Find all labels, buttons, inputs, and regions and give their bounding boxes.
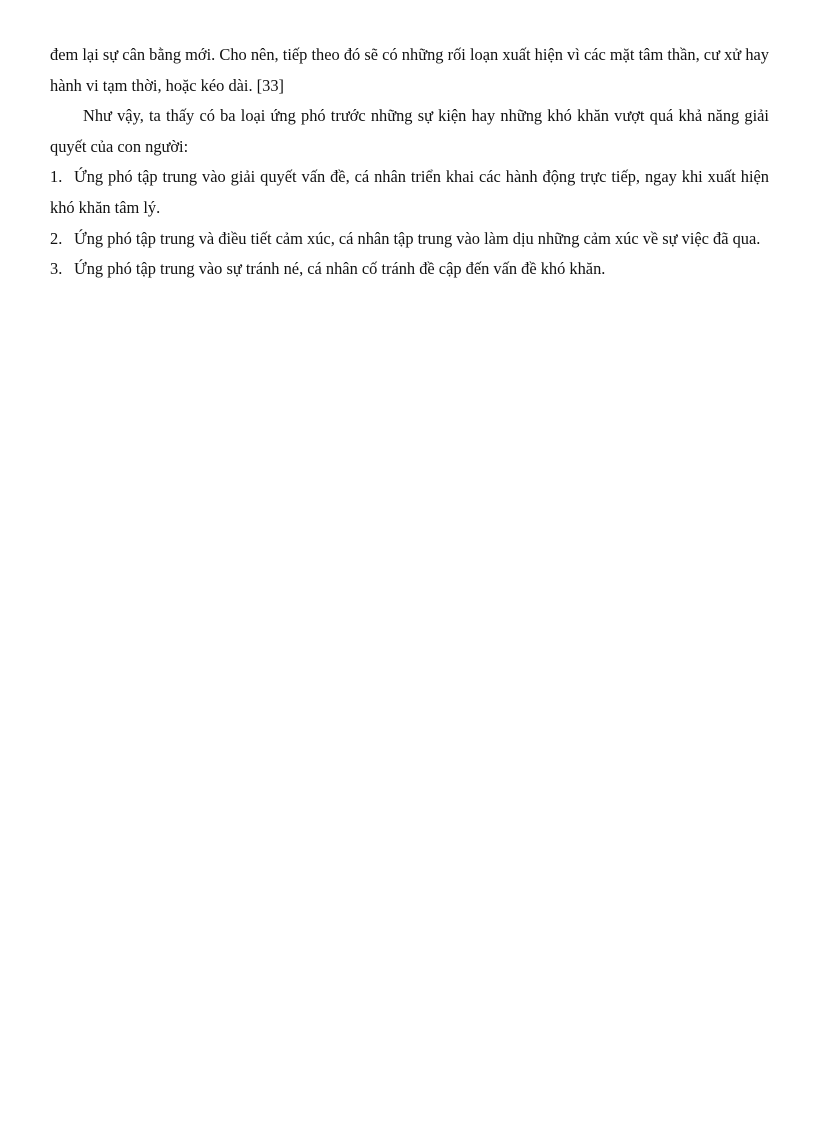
list-item-number: 1. (50, 167, 63, 187)
coping-types-list (50, 162, 769, 284)
list-item-text: Ứng phó tập trung vào giải quyết vấn đề, cá nhân triển khai các hành động trực tiếp, ngay khi xuất hiện khó khăn tâm lý. (50, 167, 769, 217)
list-item (50, 254, 769, 285)
list-item (50, 224, 769, 255)
body-paragraph: đem lại sự cân bằng mới. Cho nên, tiếp theo đó sẽ có những rối loạn xuất hiện vì các mặt tâm thần, cư xử hay hành vi tạm thời, hoặc kéo dài. [33] (50, 45, 769, 95)
list-item-number: 3. (50, 259, 63, 279)
body-paragraph-intro: Như vậy, ta thấy có ba loại ứng phó trước những sự kiện hay những khó khăn vượt quá khả năng giải quyết của con người: (50, 106, 769, 156)
list-item (50, 162, 769, 223)
document-page (50, 40, 769, 285)
list-item-number: 2. (50, 228, 63, 248)
list-item-text: Ứng phó tập trung vào sự tránh né, cá nhân cố tránh đề cập đến vấn đề khó khăn. (74, 259, 606, 279)
list-item-text: Ứng phó tập trung và điều tiết cảm xúc, cá nhân tập trung vào làm dịu những cảm xúc về sự việc đã qua. (74, 228, 761, 248)
